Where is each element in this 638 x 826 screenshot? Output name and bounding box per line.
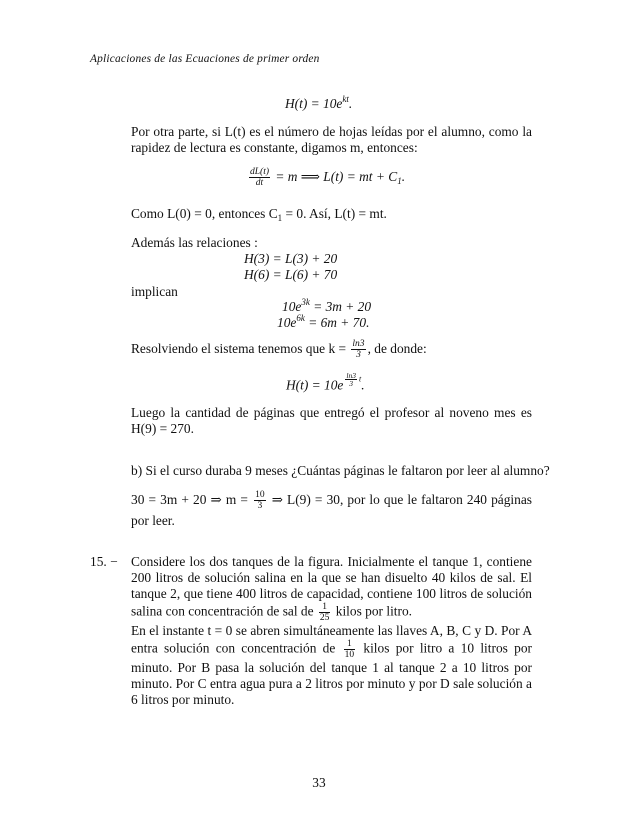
p15-l1: Considere los dos tanques de la figura. Inicialmente el tanque 1, contiene 200 litros de solución salina en la que se han disuelto 40 kilos de sal. El tanque 2, que tiene 400 litros de capacidad, contiene 100 litros de solución salina con concentración de sal de: [131, 554, 532, 619]
s1-exponent: 3k: [301, 297, 310, 307]
system-eq-2: [277, 315, 369, 331]
eq2-tail: .: [401, 169, 406, 184]
p15-frac1-num: 1: [319, 602, 331, 613]
answer-frac-num: 10: [255, 490, 265, 501]
eq2-rest: = m ⟹ L(t) = mt + C: [275, 169, 398, 184]
p15-frac1: [319, 602, 331, 623]
eq2-fraction: [249, 167, 270, 188]
eq3-exp-t: t: [358, 374, 362, 384]
eq1-exponent: kt: [342, 94, 349, 104]
solve-frac-den: 3: [356, 350, 361, 361]
eq3-exp-fraction: [345, 372, 357, 387]
eq3-pre: H(t) = 10e: [286, 377, 344, 393]
page-number: 33: [312, 775, 326, 790]
problem-15-label: 15. −: [90, 554, 118, 569]
eq2-frac-den: dt: [255, 178, 264, 189]
solve-pre: Resolviendo el sistema tenemos que k =: [131, 341, 350, 356]
equation-h-of-t: [285, 96, 352, 112]
eq2-frac-num: dL(t): [250, 167, 269, 178]
s2-base: 10e: [277, 315, 297, 330]
part-b-answer: [131, 490, 532, 531]
p15-frac1-den: 25: [319, 613, 330, 623]
c1-part-a: Como L(0) = 0, entonces C: [131, 206, 278, 221]
eq2-sub: 1: [397, 176, 402, 186]
s2-rest: = 6m + 70.: [304, 315, 370, 330]
relation-h3: H(3) = L(3) + 20: [244, 251, 338, 266]
c1-part-b: = 0. Así, L(t) = mt.: [282, 206, 387, 221]
answer-pre: 30 = 3m + 20 ⇒ m =: [131, 492, 253, 507]
eq1-text: H(t) = 10e: [285, 96, 343, 111]
answer-post: ⇒ L(9) = 30, por lo que le faltaron 240 páginas por leer.: [131, 492, 532, 529]
eq3-frac-num: ln3: [346, 371, 356, 380]
paragraph-luego: Luego la cantidad de páginas que entregó el profesor al noveno mes es H(9) = 270.: [131, 405, 532, 436]
answer-fraction: [254, 490, 266, 511]
s1-base: 10e: [282, 299, 302, 314]
equation-h-solved: [286, 372, 365, 396]
solve-k: [131, 338, 427, 360]
eq3-tail: .: [361, 377, 365, 393]
p15-l2-pre: En el instante t = 0 se abren simultáneamente las llaves A, B, C y D. Por A entra solución con concentración de: [131, 623, 532, 656]
answer-frac-den: 3: [257, 501, 263, 512]
s2-exponent: 6k: [296, 313, 305, 323]
running-header: Aplicaciones de las Ecuaciones de primer orden: [90, 53, 320, 65]
solve-post: , de donde:: [367, 341, 427, 356]
part-b-question: b) Si el curso duraba 9 meses ¿Cuántas páginas le faltaron por leer al alumno?: [131, 463, 550, 478]
problem-15-text: [131, 554, 532, 708]
relation-h6: H(6) = L(6) + 70: [244, 267, 338, 282]
p15-l2-post: kilos por litro a 10 litros por minuto. Por B pasa la solución del tanque 1 al tanque 2 a 10 litros por minuto. Por C entra agua pura a 2 litros por minuto y por D sale solución a 6 litros por minuto.: [131, 640, 532, 707]
equation-dl-dt: [247, 166, 405, 188]
implican-label: implican: [131, 284, 178, 299]
eq3-frac-den: 3: [349, 379, 354, 388]
solve-frac-num: ln3: [352, 339, 365, 350]
relations-intro: Además las relaciones :: [131, 235, 258, 250]
solve-fraction: [351, 339, 365, 360]
paragraph-reading-rate: Por otra parte, si L(t) es el número de hojas leídas por el alumno, como la rapidez de lectura es constante, digamos m, entonces:: [131, 124, 532, 155]
c1-sub: 1: [277, 213, 283, 223]
p15-frac2-num: 1: [344, 639, 356, 650]
p15-l1-tail: kilos por litro.: [332, 603, 413, 619]
p15-frac2: [344, 639, 356, 660]
s1-rest: = 3m + 20: [309, 299, 372, 314]
eq1-tail: .: [348, 96, 353, 111]
line-c1-zero: [131, 206, 387, 222]
p15-frac2-den: 10: [344, 650, 355, 660]
